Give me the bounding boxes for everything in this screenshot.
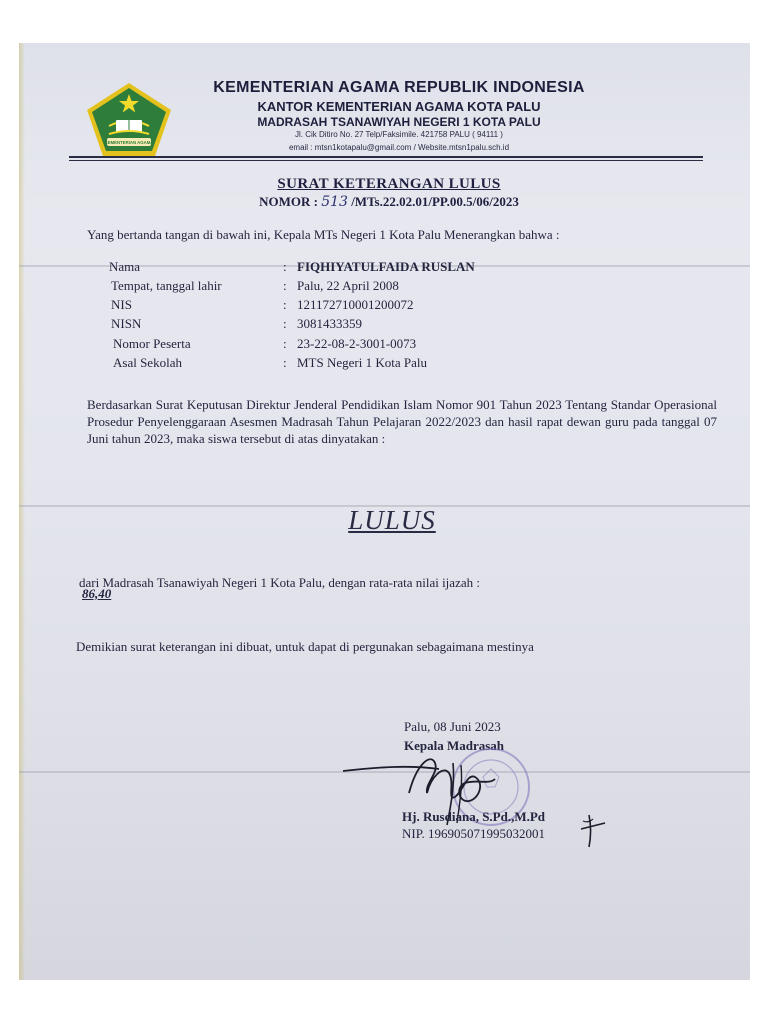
field-value-nis: 121172710001200072 xyxy=(297,297,414,312)
letterhead-office: KANTOR KEMENTERIAN AGAMA KOTA PALU xyxy=(257,99,541,114)
letterhead-school: MADRASAH TSANAWIYAH NEGERI 1 KOTA PALU xyxy=(257,115,541,129)
field-colon: : xyxy=(283,278,287,293)
letterhead-ministry: KEMENTERIAN AGAMA REPUBLIK INDONESIA xyxy=(213,79,585,96)
handwritten-initial-icon xyxy=(579,811,609,851)
graduation-result: LULUS xyxy=(348,505,436,535)
field-label-nis: NIS xyxy=(111,297,132,312)
decision-paragraph: Berdasarkan Surat Keputusan Direktur Jenderal Pendidikan Islam Nomor 901 Tahun 2023 Tentang Standar Operasional Prosedur Penyelenggaraan Asesmen Madrasah Tahun Pelajaran 2022/2023 dan hasil rapat dewan guru pada tanggal 07 Juni tahun 2023, maka siswa tersebut di atas dinyatakan : xyxy=(87,397,717,446)
average-score: 86,40 xyxy=(82,586,112,601)
field-label-name: Nama xyxy=(109,259,141,274)
field-label-participant-number: Nomor Peserta xyxy=(113,336,191,351)
letterhead-contact: email : mtsn1kotapalu@gmail.com / Website.mtsn1palu.sch.id xyxy=(288,143,510,152)
paper-edge-shadow xyxy=(19,43,25,980)
field-label-birth: Tempat, tanggal lahir xyxy=(111,278,222,293)
letterhead-rule-thick xyxy=(69,156,703,158)
field-value-nisn: 3081433359 xyxy=(297,316,362,331)
document-number-prefix: NOMOR : xyxy=(259,194,318,209)
letterhead-rule-thin xyxy=(69,160,703,161)
field-label-nisn: NISN xyxy=(111,316,142,331)
letter-paper xyxy=(19,43,750,980)
field-value-participant-number: 23-22-08-2-3001-0073 xyxy=(297,336,417,351)
logo-ribbon-text: KEMENTERIAN AGAMA xyxy=(104,140,154,146)
field-value-origin-school: MTS Negeri 1 Kota Palu xyxy=(297,355,427,370)
signatory-nip: NIP. 196905071995032001 xyxy=(402,826,546,841)
document-title: SURAT KETERANGAN LULUS xyxy=(277,176,501,192)
document-number xyxy=(189,194,589,210)
field-label-origin-school: Asal Sekolah xyxy=(113,355,182,370)
signature-place-date: Palu, 08 Juni 2023 xyxy=(404,719,501,734)
field-colon: : xyxy=(283,259,287,274)
signature-title: Kepala Madrasah xyxy=(404,738,505,753)
document-number-handwritten: 513 xyxy=(321,194,348,210)
signatory-name: Hj. Rusdiana, S.Pd.,M.Pd xyxy=(402,809,546,824)
field-colon: : xyxy=(283,336,287,351)
ministry-emblem-icon xyxy=(83,80,175,160)
field-colon: : xyxy=(283,355,287,370)
field-value-name: FIQHIYATULFAIDA RUSLAN xyxy=(297,259,475,274)
field-value-birth: Palu, 22 April 2008 xyxy=(297,278,399,293)
document-number-suffix: /MTs.22.02.01/PP.00.5/06/2023 xyxy=(351,194,519,209)
field-colon: : xyxy=(283,316,287,331)
intro-statement: Yang bertanda tangan di bawah ini, Kepala MTs Negeri 1 Kota Palu Menerangkan bahwa : xyxy=(87,227,560,242)
average-score-statement: dari Madrasah Tsanawiyah Negeri 1 Kota Palu, dengan rata-rata nilai ijazah : xyxy=(79,575,480,590)
field-colon: : xyxy=(283,297,287,312)
letterhead-address: Jl. Cik Ditiro No. 27 Telp/Faksimile. 421758 PALU ( 94111 ) xyxy=(295,130,503,139)
closing-statement: Demikian surat keterangan ini dibuat, untuk dapat di pergunakan sebagaimana mestinya xyxy=(76,639,534,654)
